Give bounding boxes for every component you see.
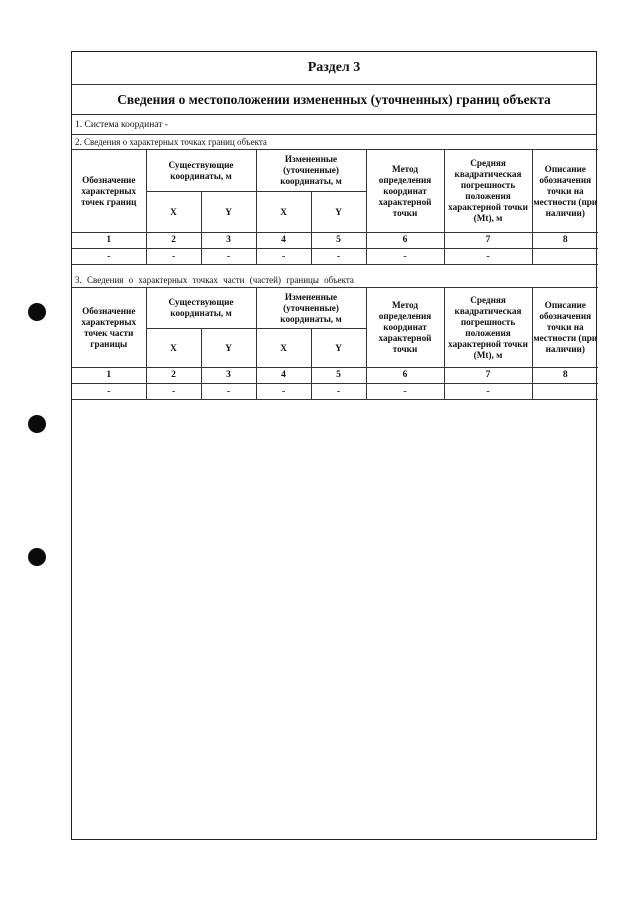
boundary-points-table <box>72 149 598 265</box>
table-cell: - <box>444 249 532 265</box>
column-number: 1 <box>72 233 146 249</box>
column-number: 5 <box>311 368 366 384</box>
binder-hole-middle <box>28 415 46 433</box>
table-cell: - <box>201 249 256 265</box>
table-row <box>72 249 598 265</box>
column-number: 2 <box>146 233 201 249</box>
header-description: Описание обозначения точки на местности (при наличии) <box>532 150 598 233</box>
column-numbers-row <box>72 233 598 249</box>
column-number: 3 <box>201 233 256 249</box>
coordinate-system-line: 1. Система координат - <box>72 115 596 135</box>
table-cell: - <box>311 249 366 265</box>
header-changed-y: Y <box>311 192 366 233</box>
column-number: 5 <box>311 233 366 249</box>
column-number: 6 <box>366 233 444 249</box>
header-method: Метод определения координат характерной точки <box>366 288 444 368</box>
header-description: Описание обозначения точки на местности (при наличии) <box>532 288 598 368</box>
column-number: 7 <box>444 233 532 249</box>
column-numbers-row <box>72 368 598 384</box>
table-cell: - <box>72 384 146 400</box>
table-cell: - <box>256 249 311 265</box>
table-cell: - <box>201 384 256 400</box>
header-existing-coords: Существующие координаты, м <box>146 288 256 329</box>
header-changed-coords: Измененные (уточненные) координаты, м <box>256 288 366 329</box>
table-cell: - <box>146 249 201 265</box>
header-changed-x: X <box>256 192 311 233</box>
column-number: 4 <box>256 368 311 384</box>
header-changed-coords: Измененные (уточненные) координаты, м <box>256 150 366 192</box>
block3-title <box>72 273 596 288</box>
header-existing-x: X <box>146 192 201 233</box>
header-error: Средняя квадратическая погрешность положения характерной точки (Mt), м <box>444 150 532 233</box>
binder-hole-top <box>28 303 46 321</box>
table-row <box>72 384 598 400</box>
table-cell: - <box>146 384 201 400</box>
table-cell: - <box>366 384 444 400</box>
table-cell <box>532 384 598 400</box>
column-number: 4 <box>256 233 311 249</box>
column-number: 7 <box>444 368 532 384</box>
table-cell: - <box>366 249 444 265</box>
header-existing-coords: Существующие координаты, м <box>146 150 256 192</box>
header-designation: Обозначение характерных точек части границы <box>72 288 146 368</box>
column-number: 2 <box>146 368 201 384</box>
header-method: Метод определения координат характерной точки <box>366 150 444 233</box>
block2-title: 2. Сведения о характерных точках границ объекта <box>72 135 596 150</box>
header-changed-y: Y <box>311 329 366 368</box>
header-changed-x: X <box>256 329 311 368</box>
column-number: 8 <box>532 233 598 249</box>
boundary-part-points-table <box>72 287 598 400</box>
binder-hole-bottom <box>28 548 46 566</box>
header-existing-y: Y <box>201 329 256 368</box>
section-subtitle: Сведения о местоположении измененных (уточненных) границ объекта <box>72 85 596 115</box>
header-designation: Обозначение характерных точек границ <box>72 150 146 233</box>
header-error: Средняя квадратическая погрешность положения характерной точки (Mt), м <box>444 288 532 368</box>
column-number: 8 <box>532 368 598 384</box>
table-cell: - <box>256 384 311 400</box>
table-cell: - <box>444 384 532 400</box>
table-cell: - <box>311 384 366 400</box>
block3-title-text: 3. Сведения о характерных точках части (частей) границы объекта <box>75 275 354 285</box>
column-number: 3 <box>201 368 256 384</box>
column-number: 6 <box>366 368 444 384</box>
header-existing-y: Y <box>201 192 256 233</box>
section-title: Раздел 3 <box>72 52 596 85</box>
table-cell: - <box>72 249 146 265</box>
table-cell <box>532 249 598 265</box>
column-number: 1 <box>72 368 146 384</box>
header-existing-x: X <box>146 329 201 368</box>
document-frame <box>71 51 597 840</box>
